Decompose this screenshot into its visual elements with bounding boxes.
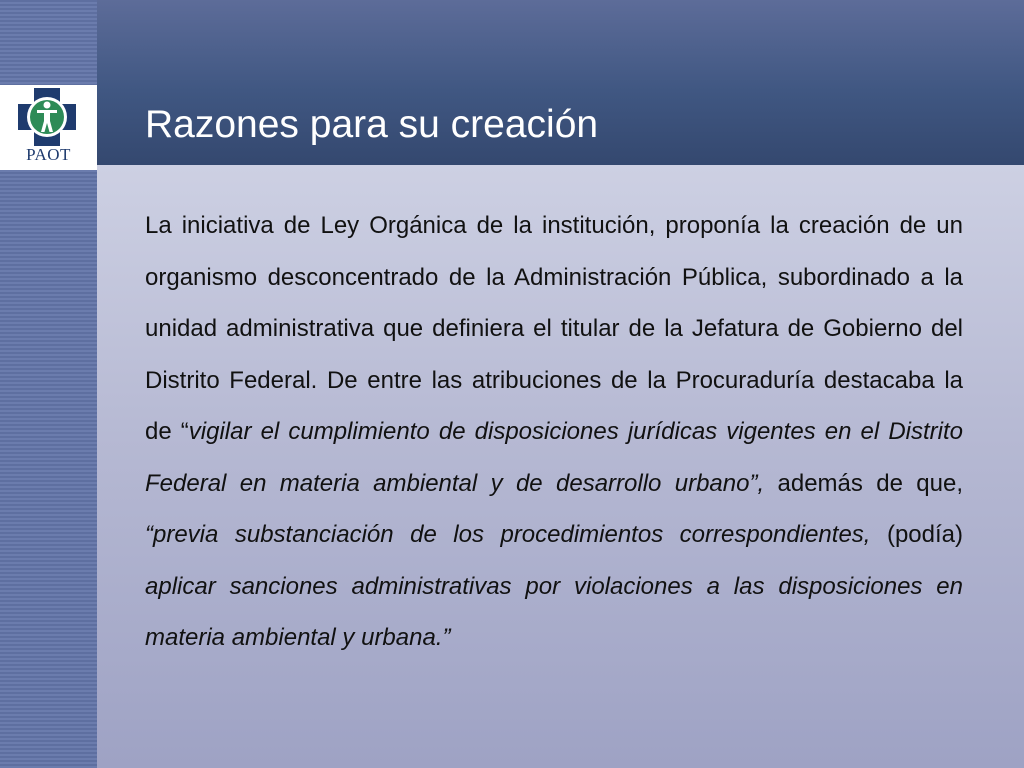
body-text-quote-2: “previa substanciación de los procedimientos correspondientes,	[145, 521, 871, 548]
body-text-quote-3: aplicar sanciones administrativas por violaciones a las disposiciones en materia ambiental y urbana.”	[145, 572, 963, 651]
body-text-quote-1: vigilar el cumplimiento de disposiciones jurídicas vigentes en el Distrito Federal en materia ambiental y de desarrollo urbano”,	[145, 418, 964, 497]
logo-text: PAOT	[26, 145, 71, 164]
body-paragraph	[145, 200, 963, 664]
slide-title: Razones para su creación	[145, 103, 599, 146]
body-text-intro: La iniciativa de Ley Orgánica de la institución, proponía la creación de un organismo desconcentrado de la Administración Pública, subordinado a la unidad administrativa que definiera el titular de la Jefatura de Gobierno del Distrito Federal. De entre las atribuciones de la Procuraduría destacaba la de “	[145, 212, 963, 445]
body-text-aside: (podía)	[870, 521, 963, 548]
body-text-connector: además de que,	[764, 469, 964, 497]
person-figure-icon	[18, 88, 76, 146]
paot-logo	[0, 85, 97, 170]
